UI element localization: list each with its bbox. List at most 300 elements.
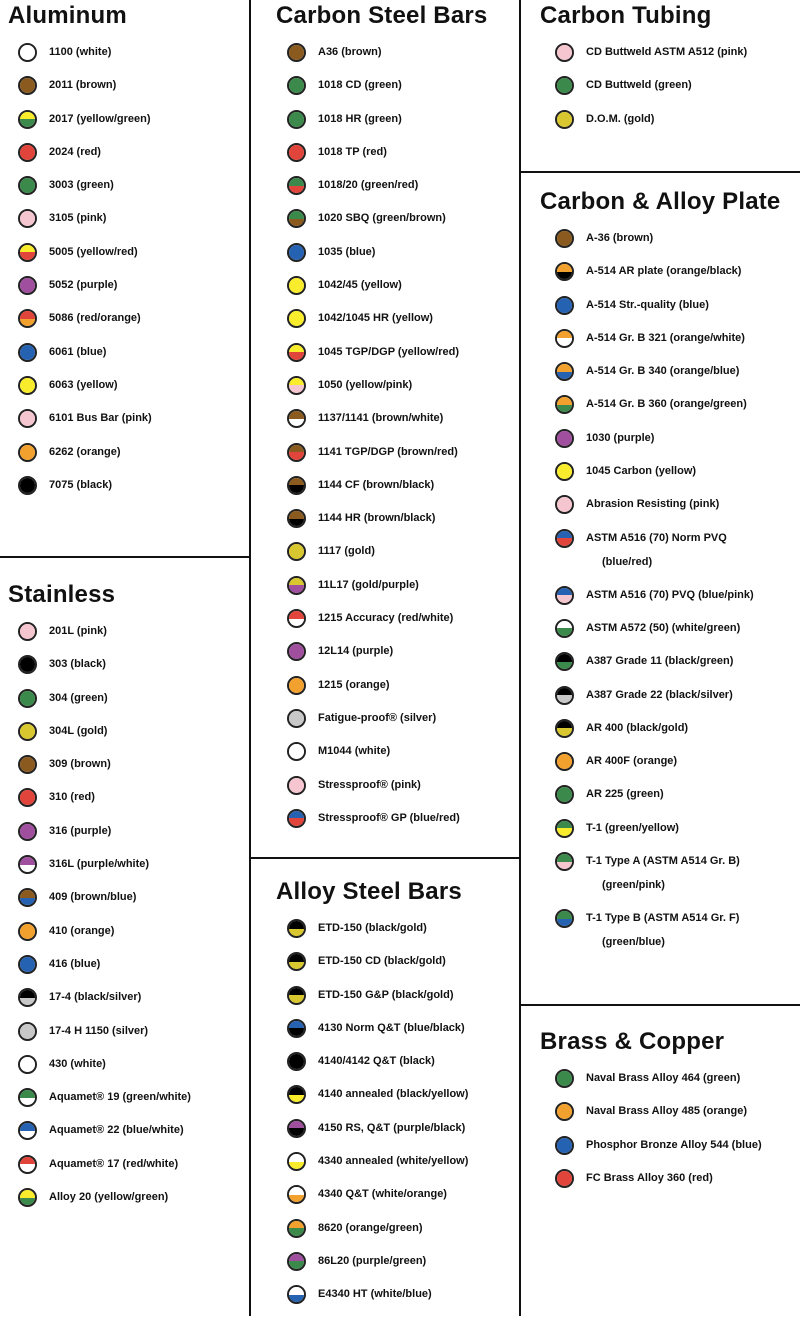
section-title: Brass & Copper	[540, 1028, 725, 1055]
color-code-list	[287, 920, 468, 1320]
section-alloy-steel-bars	[276, 877, 469, 1301]
color-code-item	[18, 177, 152, 210]
color-swatch-icon	[18, 1088, 37, 1107]
color-swatch-icon	[555, 296, 574, 315]
color-code-item	[18, 410, 152, 443]
item-label	[586, 111, 654, 127]
item-label-text: 1030 (purple)	[586, 431, 655, 444]
item-label-text: ASTM A516 (70) Norm PVQ	[586, 531, 727, 544]
item-label	[318, 377, 412, 393]
color-swatch-icon	[18, 822, 37, 841]
color-code-item	[287, 810, 460, 843]
item-label-text: A387 Grade 11 (black/green)	[586, 655, 734, 668]
color-swatch-icon	[555, 1102, 574, 1121]
color-swatch-icon	[287, 542, 306, 561]
color-code-item	[287, 210, 460, 243]
item-label-text: 2024 (red)	[49, 145, 101, 158]
item-label-continuation: (green/blue)	[602, 936, 665, 949]
color-swatch-icon	[287, 43, 306, 62]
item-label-text: 201L (pink)	[49, 625, 107, 637]
item-label-text: 1018 HR (green)	[318, 112, 402, 125]
section-carbon-alloy-plate	[540, 187, 781, 949]
item-label-text: Stressproof® GP (blue/red)	[318, 811, 460, 824]
section-title: Carbon Tubing	[540, 2, 712, 29]
color-swatch-icon	[18, 76, 37, 95]
item-label	[318, 1020, 465, 1036]
item-label-text: 1215 Accuracy (red/white)	[318, 612, 454, 625]
color-swatch-icon	[555, 462, 574, 481]
item-label-text: 5086 (red/orange)	[49, 312, 141, 325]
item-label	[586, 530, 727, 570]
color-code-list	[555, 1070, 762, 1203]
item-label	[49, 656, 106, 672]
item-label	[49, 1089, 191, 1105]
color-swatch-icon	[555, 752, 574, 771]
color-code-item	[287, 743, 460, 776]
item-label-text: A-514 Gr. B 321 (orange/white)	[586, 331, 745, 344]
item-label	[586, 77, 692, 93]
item-label	[586, 587, 754, 603]
item-label-text: 6061 (blue)	[49, 345, 107, 358]
color-code-item	[555, 910, 754, 967]
color-code-item	[287, 710, 460, 743]
item-label-text: ASTM A516 (70) PVQ (blue/pink)	[586, 588, 754, 601]
item-label	[49, 44, 111, 60]
color-code-item	[555, 297, 754, 330]
item-label	[49, 1189, 168, 1205]
color-swatch-icon	[287, 952, 306, 971]
color-code-item	[555, 1103, 762, 1136]
item-label-text: A-514 Gr. B 340 (orange/blue)	[586, 365, 740, 378]
color-code-item	[18, 1156, 191, 1189]
color-swatch-icon	[555, 686, 574, 705]
color-code-item	[555, 720, 754, 753]
color-code-list	[287, 44, 460, 843]
color-swatch-icon	[287, 1119, 306, 1138]
item-label	[586, 363, 739, 379]
color-code-item	[555, 430, 754, 463]
item-label-text: 1035 (blue)	[318, 245, 376, 258]
item-label-text: 310 (red)	[49, 791, 95, 804]
item-label	[49, 1122, 184, 1138]
item-label	[586, 853, 740, 893]
item-label	[49, 723, 107, 739]
item-label	[49, 690, 108, 706]
item-label	[49, 277, 117, 293]
item-label	[318, 543, 375, 559]
color-code-item	[287, 1053, 468, 1086]
color-code-item	[555, 530, 754, 587]
section-divider	[0, 556, 250, 558]
item-label	[318, 310, 433, 326]
item-label-text: 1018 CD (green)	[318, 79, 402, 92]
item-label	[318, 1086, 468, 1102]
color-swatch-icon	[287, 509, 306, 528]
color-swatch-icon	[555, 43, 574, 62]
item-label-text: A387 Grade 22 (black/silver)	[586, 688, 733, 701]
item-label-text: 12L14 (purple)	[318, 645, 394, 658]
item-label	[49, 310, 141, 326]
item-label	[318, 277, 402, 293]
item-label	[49, 1056, 106, 1072]
item-label	[318, 777, 421, 793]
color-swatch-icon	[18, 176, 37, 195]
item-label-text: 1042/45 (yellow)	[318, 279, 402, 292]
color-swatch-icon	[287, 1285, 306, 1304]
item-label	[49, 1023, 148, 1039]
item-label	[318, 920, 427, 936]
item-label-text: T-1 (green/yellow)	[586, 821, 679, 834]
color-swatch-icon	[18, 755, 37, 774]
item-label-text: 4340 annealed (white/yellow)	[318, 1155, 469, 1168]
color-swatch-icon	[287, 476, 306, 495]
item-label	[49, 856, 149, 872]
color-code-item	[555, 330, 754, 363]
item-label-text: A-514 AR plate (orange/black)	[586, 265, 742, 278]
item-label	[49, 410, 152, 426]
color-code-item	[555, 653, 754, 686]
item-label	[49, 789, 95, 805]
item-label-text: 8620 (orange/green)	[318, 1221, 423, 1234]
item-label-text: 4340 Q&T (white/orange)	[318, 1188, 447, 1201]
color-code-item	[287, 1286, 468, 1319]
color-swatch-icon	[18, 143, 37, 162]
color-code-item	[287, 1020, 468, 1053]
item-label	[318, 444, 458, 460]
color-code-item	[287, 477, 460, 510]
item-label	[318, 987, 454, 1003]
item-label	[586, 720, 688, 736]
color-code-item	[287, 144, 460, 177]
section-title: Stainless	[8, 581, 116, 608]
color-code-item	[18, 210, 152, 243]
item-label-text: Naval Brass Alloy 485 (orange)	[586, 1105, 747, 1118]
item-label-text: 2011 (brown)	[49, 79, 117, 92]
item-label-text: 1018 TP (red)	[318, 145, 387, 158]
color-code-item	[287, 920, 468, 953]
color-code-item	[18, 623, 191, 656]
item-label-text: 7075 (black)	[49, 478, 112, 491]
color-swatch-icon	[555, 1169, 574, 1188]
item-label-text: 6101 Bus Bar (pink)	[49, 412, 152, 425]
item-label-text: ETD-150 CD (black/gold)	[318, 955, 446, 968]
item-label	[586, 263, 741, 279]
color-swatch-icon	[555, 329, 574, 348]
color-code-item	[555, 1137, 762, 1170]
section-divider	[520, 1004, 800, 1006]
color-swatch-icon	[18, 622, 37, 641]
color-code-item	[18, 111, 152, 144]
color-code-item	[18, 756, 191, 789]
color-swatch-icon	[18, 1055, 37, 1074]
item-label-text: 1050 (yellow/pink)	[318, 378, 413, 391]
section-aluminum	[8, 1, 152, 491]
color-code-item	[555, 263, 754, 296]
color-code-item	[287, 377, 460, 410]
item-label	[586, 496, 719, 512]
item-label-text: A-36 (brown)	[586, 232, 654, 244]
color-code-item	[555, 587, 754, 620]
section-title: Aluminum	[8, 2, 127, 29]
item-label-text: T-1 Type A (ASTM A514 Gr. B)	[586, 855, 740, 868]
color-code-item	[555, 496, 754, 529]
item-label-text: 4150 RS, Q&T (purple/black)	[318, 1121, 466, 1134]
item-label	[49, 923, 114, 939]
item-label	[49, 77, 116, 93]
color-code-item	[555, 463, 754, 496]
item-label	[49, 889, 136, 905]
item-label	[586, 463, 696, 479]
color-swatch-icon	[287, 1252, 306, 1271]
item-label-text: CD Buttweld ASTM A512 (pink)	[586, 46, 748, 58]
item-label-text: Naval Brass Alloy 464 (green)	[586, 1072, 741, 1084]
color-code-item	[287, 44, 460, 77]
item-label	[318, 1220, 423, 1236]
color-swatch-icon	[287, 1152, 306, 1171]
color-code-list	[18, 623, 191, 1222]
color-swatch-icon	[287, 1052, 306, 1071]
item-label-text: CD Buttweld (green)	[586, 79, 692, 92]
color-code-item	[18, 823, 191, 856]
item-label	[49, 956, 100, 972]
color-code-item	[287, 1186, 468, 1219]
color-swatch-icon	[555, 76, 574, 95]
item-label-text: 316L (purple/white)	[49, 858, 150, 871]
color-code-item	[555, 786, 754, 819]
color-code-item	[555, 753, 754, 786]
item-label	[586, 687, 733, 703]
color-swatch-icon	[555, 909, 574, 928]
item-label-text: 1141 TGP/DGP (brown/red)	[318, 445, 458, 458]
item-label-text: 303 (black)	[49, 658, 106, 671]
item-label-text: FC Brass Alloy 360 (red)	[586, 1171, 713, 1184]
item-label	[318, 44, 382, 60]
color-code-item	[18, 789, 191, 822]
item-label-text: AR 400 (black/gold)	[586, 721, 689, 734]
color-swatch-icon	[287, 110, 306, 129]
item-label	[318, 210, 446, 226]
item-label	[586, 910, 739, 950]
color-code-item	[18, 44, 152, 77]
color-swatch-icon	[18, 955, 37, 974]
section-title: Carbon Steel Bars	[276, 2, 488, 29]
color-code-item	[555, 111, 747, 144]
color-code-item	[555, 687, 754, 720]
color-code-item	[18, 889, 191, 922]
section-carbon-tubing	[540, 1, 748, 125]
color-code-item	[18, 477, 152, 510]
item-label-text: 416 (blue)	[49, 957, 101, 970]
color-code-item	[18, 1122, 191, 1155]
color-code-item	[555, 77, 747, 110]
color-swatch-icon	[287, 742, 306, 761]
color-code-item	[287, 510, 460, 543]
color-code-item	[287, 1220, 468, 1253]
color-code-item	[555, 230, 754, 263]
item-label-text: E4340 HT (white/blue)	[318, 1288, 432, 1301]
item-label-text: 3003 (green)	[49, 179, 114, 192]
item-label	[586, 1170, 713, 1186]
color-swatch-icon	[287, 1185, 306, 1204]
item-label	[586, 753, 677, 769]
item-label-text: Aquamet® 22 (blue/white)	[49, 1124, 184, 1137]
color-swatch-icon	[555, 719, 574, 738]
color-code-item	[18, 1023, 191, 1056]
color-swatch-icon	[18, 276, 37, 295]
color-code-item	[18, 344, 152, 377]
item-label-text: 17-4 (black/silver)	[49, 991, 142, 1004]
item-label	[49, 477, 112, 493]
item-label	[318, 344, 459, 360]
color-code-item	[287, 610, 460, 643]
item-label	[318, 144, 387, 160]
item-label-text: 1144 CF (brown/black)	[318, 478, 435, 491]
color-swatch-icon	[18, 1188, 37, 1207]
color-swatch-icon	[18, 1121, 37, 1140]
item-label	[318, 1186, 447, 1202]
item-label	[49, 244, 138, 260]
color-swatch-icon	[555, 619, 574, 638]
color-swatch-icon	[18, 110, 37, 129]
color-swatch-icon	[287, 609, 306, 628]
item-label	[318, 1153, 468, 1169]
color-swatch-icon	[18, 1155, 37, 1174]
item-label	[318, 77, 402, 93]
color-code-item	[287, 344, 460, 377]
color-code-item	[18, 310, 152, 343]
item-label-text: Aquamet® 19 (green/white)	[49, 1091, 191, 1104]
color-swatch-icon	[555, 652, 574, 671]
item-label	[49, 377, 117, 393]
item-label	[49, 177, 114, 193]
color-code-item	[18, 1089, 191, 1122]
item-label	[318, 244, 375, 260]
item-label	[586, 786, 664, 802]
item-label	[49, 444, 121, 460]
item-label	[318, 643, 393, 659]
item-label	[318, 1286, 432, 1302]
item-label-text: AR 400F (orange)	[586, 755, 678, 768]
item-label-text: 1215 (orange)	[318, 678, 390, 691]
item-label	[318, 577, 419, 593]
color-code-item	[287, 777, 460, 810]
item-label	[586, 820, 679, 836]
item-label	[586, 1070, 740, 1086]
color-code-item	[18, 244, 152, 277]
color-swatch-icon	[555, 262, 574, 281]
section-divider	[250, 857, 520, 859]
color-swatch-icon	[18, 43, 37, 62]
color-swatch-icon	[555, 1136, 574, 1155]
color-code-item	[287, 953, 468, 986]
item-label	[586, 396, 747, 412]
color-swatch-icon	[18, 888, 37, 907]
item-label-text: 410 (orange)	[49, 924, 115, 937]
color-swatch-icon	[287, 243, 306, 262]
item-label-text: T-1 Type B (ASTM A514 Gr. F)	[586, 912, 740, 925]
color-code-item	[287, 77, 460, 110]
item-label	[586, 653, 733, 669]
color-code-item	[287, 1086, 468, 1119]
item-label-text: Stressproof® (pink)	[318, 778, 421, 791]
color-code-item	[287, 177, 460, 210]
item-label-text: ASTM A572 (50) (white/green)	[586, 621, 741, 634]
color-code-list	[18, 44, 152, 510]
item-label-text: 309 (brown)	[49, 758, 111, 771]
color-code-item	[555, 1070, 762, 1103]
color-swatch-icon	[555, 529, 574, 548]
item-label	[318, 1253, 426, 1269]
item-label	[318, 710, 436, 726]
item-label-text: 4140/4142 Q&T (black)	[318, 1055, 435, 1068]
color-swatch-icon	[287, 776, 306, 795]
section-carbon-steel-bars	[276, 1, 488, 824]
item-label-text: ETD-150 G&P (black/gold)	[318, 988, 454, 1001]
item-label	[318, 510, 435, 526]
color-swatch-icon	[18, 243, 37, 262]
column-divider	[519, 0, 521, 1316]
color-swatch-icon	[555, 785, 574, 804]
item-label-text: 1117 (gold)	[318, 545, 375, 558]
item-label	[49, 344, 106, 360]
item-label-text: A-514 Gr. B 360 (orange/green)	[586, 398, 747, 411]
color-swatch-icon	[287, 576, 306, 595]
item-label	[49, 144, 101, 160]
item-label-text: 1020 SBQ (green/brown)	[318, 212, 446, 225]
item-label-text: Abrasion Resisting (pink)	[586, 498, 720, 511]
item-label	[586, 1103, 747, 1119]
section-title: Carbon & Alloy Plate	[540, 188, 781, 215]
color-swatch-icon	[555, 495, 574, 514]
color-code-item	[287, 1120, 468, 1153]
color-swatch-icon	[18, 922, 37, 941]
color-code-item	[555, 44, 747, 77]
item-label	[318, 477, 434, 493]
item-label-text: Alloy 20 (yellow/green)	[49, 1191, 169, 1204]
color-swatch-icon	[18, 855, 37, 874]
color-swatch-icon	[287, 676, 306, 695]
item-label-text: 5005 (yellow/red)	[49, 245, 138, 258]
color-swatch-icon	[555, 229, 574, 248]
color-swatch-icon	[287, 76, 306, 95]
color-swatch-icon	[287, 376, 306, 395]
color-code-item	[18, 989, 191, 1022]
color-code-item	[18, 277, 152, 310]
item-label	[49, 756, 111, 772]
item-label-text: 1042/1045 HR (yellow)	[318, 312, 433, 325]
color-code-item	[18, 923, 191, 956]
color-swatch-icon	[555, 586, 574, 605]
item-label-text: 86L20 (purple/green)	[318, 1254, 427, 1267]
color-swatch-icon	[18, 1022, 37, 1041]
color-swatch-icon	[555, 852, 574, 871]
color-code-item	[555, 620, 754, 653]
color-swatch-icon	[18, 343, 37, 362]
color-swatch-icon	[287, 209, 306, 228]
section-title: Alloy Steel Bars	[276, 878, 462, 905]
color-swatch-icon	[287, 143, 306, 162]
item-label-text: ETD-150 (black/gold)	[318, 922, 427, 934]
color-swatch-icon	[287, 1085, 306, 1104]
section-brass-copper	[540, 1027, 762, 1184]
color-swatch-icon	[18, 443, 37, 462]
item-label	[586, 620, 740, 636]
color-swatch-icon	[555, 362, 574, 381]
color-swatch-icon	[287, 276, 306, 295]
item-label-text: Phosphor Bronze Alloy 544 (blue)	[586, 1138, 762, 1151]
item-label-text: Fatigue-proof® (silver)	[318, 711, 437, 724]
item-label-text: 4140 annealed (black/yellow)	[318, 1088, 469, 1101]
